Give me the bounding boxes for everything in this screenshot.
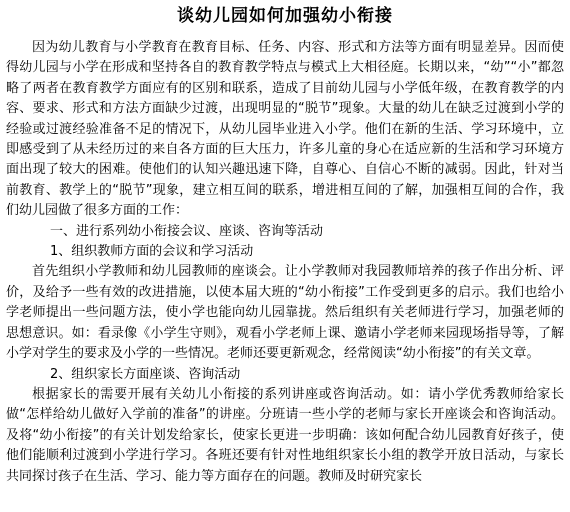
subsection-2-paragraph: 根据家长的需要开展有关幼儿小衔接的系列讲座或咨询活动。如：请小学优秀教师给家长做“怎样给幼儿做好入学前的准备”的讲座。分班请一些小学的老师与家长开座谈会和咨询活动。及将“幼小衔接”的有关计划发给家长，使家长更进一步明确：该如何配合幼儿园教育好孩子，使他们能顺利过渡到小学进行学习。各班还要有针对性地组织家长小组的教学开放日活动，与家长共同探讨孩子在生活、学习、能力等方面存在的问题。教师及时研究家长 xyxy=(6,386,564,484)
subsection-heading-2: 2、组织家长方面座谈、咨询活动 xyxy=(50,366,241,382)
subsection-1-paragraph: 首先组织小学教师和幼儿园教师的座谈会。让小学教师对我园教师培养的孩子作出分析、评价，及给予一些有效的改进措施，以使本届大班的“幼小衔接”工作受到更多的启示。我们也给小学老师提出一些问题方法，使小学也能向幼儿园靠拢。然后组织有关老师进行学习，加强老师的思想意识。如：看录像《小学生守则》，观看小学老师上课、邀请小学老师来园现场指导等，了解小学对学生的要求及小学的一些情况。老师还要更新观念，经常阅读“幼小衔接”的有关文章。 xyxy=(6,264,564,362)
document-title: 谈幼儿园如何加强幼小衔接 xyxy=(177,6,393,26)
intro-paragraph: 因为幼儿教育与小学教育在教育目标、任务、内容、形式和方法等方面有明显差异。因而使得幼儿园与小学在形成和坚持各自的教育教学特点与模式上大相径庭。长期以来，“幼”“小”都忽略了两者在教育教学方面应有的区别和联系，造成了目前幼儿园与小学低年级，在教育教学的内容、要求、形式和方法方面缺少过渡，出现明显的“脱节”现象。大量的幼儿在缺乏过渡到小学的经验或过渡经验准备不足的情况下，从幼儿园毕业进入小学。他们在新的生活、学习环境中，立即感受到了从未经历过的来自各方面的巨大压力，许多儿童的身心在适应新的生活和学习环境方面出现了较大的困难。使他们的认知兴趣迅速下降，自尊心、自信心不断的减弱。因此，针对当前教育、教学上的“脱节”现象，建立相互间的联系，增进相互间的了解，加强相互间的合作，我们幼儿园做了很多方面的工作： xyxy=(6,40,564,219)
subsection-heading-1: 1、组织教师方面的会议和学习活动 xyxy=(50,244,254,260)
section-heading-1: 一、进行系列幼小衔接会议、座谈、咨询等活动 xyxy=(50,223,324,239)
document-body xyxy=(6,38,564,487)
